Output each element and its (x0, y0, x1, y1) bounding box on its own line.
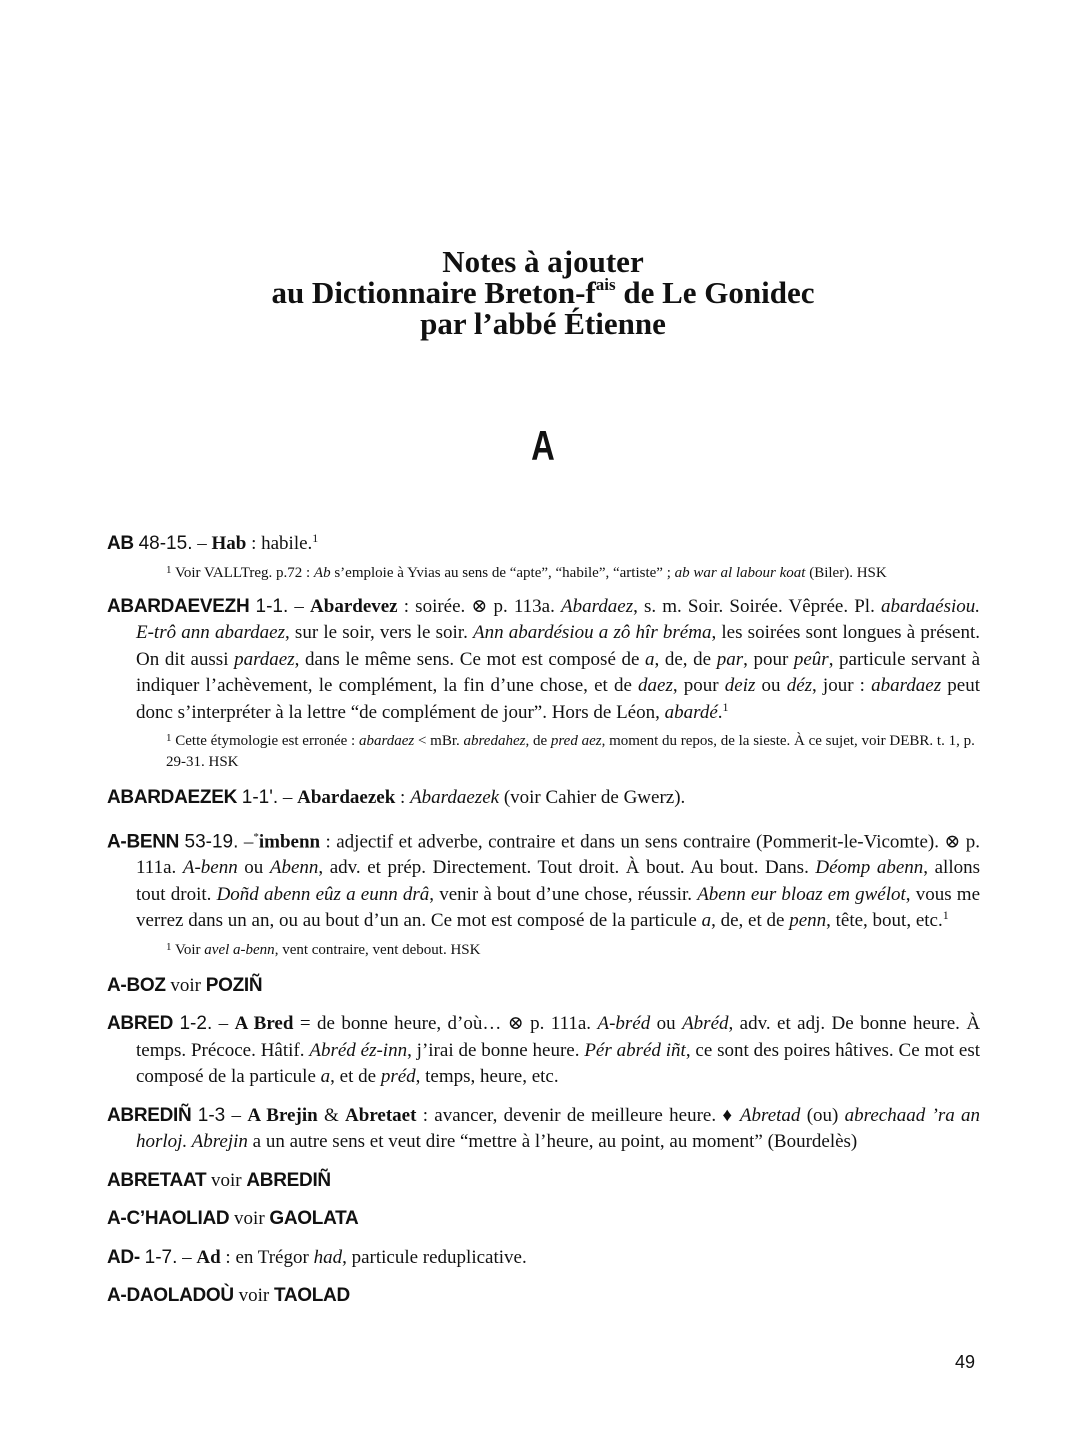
italic-text: pardaez (234, 648, 295, 670)
italic-text: pred aez (550, 733, 602, 749)
page-title (0, 246, 1086, 339)
text: : soirée. ⊗ p. 113a. (397, 595, 561, 617)
entry-abardaevezh (107, 594, 980, 727)
italic-text: abardaez (871, 675, 942, 696)
headword: AB (107, 533, 134, 554)
section-letter: A (531, 422, 555, 469)
text: s’emploie à Yvias au sens de “apte”, “habile”, “artiste” ; (330, 564, 675, 581)
form: Abardevez (310, 595, 398, 617)
dictionary-entries (107, 531, 980, 1322)
italic-text: abrechaad ’ra an horloj. Abrejin (136, 1104, 981, 1153)
title-superscript: ais (595, 275, 616, 294)
italic-text: deiz (724, 675, 756, 696)
footnote-number: 1 (166, 732, 172, 744)
footnote (107, 560, 980, 584)
text: , jour : (812, 675, 872, 696)
entry-abardaezek (107, 785, 980, 812)
footnote (107, 937, 980, 961)
form: Ad (196, 1246, 221, 1268)
italic-text: abardé (664, 701, 718, 723)
text: , tête, bout, etc. (826, 910, 943, 932)
text: , pour (743, 648, 794, 670)
text: ou (237, 857, 270, 879)
reference: 1-1'. (241, 787, 279, 808)
footnote-marker: 1 (312, 531, 319, 545)
italic-text: par (716, 648, 744, 670)
text: < mBr. (414, 733, 464, 749)
text: . (717, 701, 723, 723)
entry-ab (107, 531, 980, 558)
text: , j’irai de bonne heure. (407, 1039, 585, 1061)
italic-text: préd (380, 1066, 416, 1088)
dash: – (288, 595, 311, 617)
headword: A-BOZ (107, 974, 166, 996)
italic-text: abardaésiou. E-trô ann abardaez (136, 595, 981, 643)
text: : en Trégor (220, 1246, 314, 1268)
reference: 1-2. (179, 1013, 213, 1035)
text: , particule servant à indiquer l’achèvement, le complément, la fin d’une chose, et de (136, 648, 981, 696)
text: Voir (171, 941, 205, 958)
text: , ce sont des poires hâtives. Ce mot est composé de la particule (136, 1039, 980, 1088)
form: A Bred (234, 1013, 294, 1035)
text: : (395, 787, 411, 808)
italic-text: a (701, 910, 712, 932)
text: Cette étymologie est erronée : (171, 733, 359, 749)
italic-text: Abretad (739, 1104, 801, 1126)
voir-label: voir (206, 1169, 247, 1191)
entry-ad (107, 1245, 980, 1272)
cross-reference: GAOLATA (269, 1208, 359, 1230)
reference: 1-7. (144, 1246, 178, 1268)
text: , venir à bout d’une chose, réussir. (429, 883, 698, 905)
italic-text: Abenn (269, 857, 319, 879)
dash: – (238, 830, 254, 852)
text: , de, de (654, 648, 717, 670)
text: , adv. et adj. De bonne heure. À temps. Précoce. Hâtif. (136, 1013, 981, 1061)
cross-reference: ABREDIÑ (246, 1169, 331, 1191)
italic-text: penn (789, 910, 827, 932)
title-line-1: Notes à ajouter (442, 244, 644, 279)
footnote-marker: 1 (942, 908, 949, 923)
text: , et de (330, 1066, 381, 1088)
voir-label: voir (165, 974, 206, 996)
text: , adv. et prép. Directement. Tout droit. À bout. Au bout. Dans. (318, 857, 816, 879)
text: , sur le soir, vers le soir. (285, 622, 474, 643)
italic-text: Abardaezek (410, 787, 500, 808)
form: A Brejin (247, 1104, 318, 1126)
text: , vous me verrez dans un an, ou au bout d’un an. Ce mot est composé de la particule (136, 883, 980, 932)
entry-abretaat (107, 1168, 980, 1195)
italic-text: Abardaez (560, 595, 634, 617)
title-line-2 (0, 277, 1086, 308)
text: ou (755, 675, 787, 696)
text: peut donc s’interpréter à la lettre “de complément de jour”. Hors de Léon, (136, 675, 981, 723)
text: , moment du repos, de la sieste. À ce sujet, voir DEBR. t. 1, p. 29-31. HSK (166, 733, 975, 770)
reference: 1-3 (197, 1104, 226, 1126)
text: (voir Cahier de Gwerz). (499, 787, 686, 808)
dash: – (278, 787, 298, 808)
voir-label: voir (233, 1285, 274, 1307)
asterisk: * (253, 830, 259, 843)
headword: ABRED (107, 1013, 174, 1035)
text: = de bonne heure, d’où… ⊗ p. 111a. (293, 1013, 598, 1035)
italic-text: déz (786, 675, 813, 696)
text: (Biler). HSK (805, 564, 887, 581)
text: , s. m. Soir. Soirée. Vêprée. Pl. (633, 595, 881, 617)
reference: 48-15. (138, 533, 193, 554)
italic-text: Ab (313, 564, 331, 581)
text: , pour (672, 675, 725, 696)
italic-text: abardaez (358, 733, 415, 749)
title-line-3: par l’abbé Étienne (420, 306, 666, 341)
form: imbenn (258, 830, 321, 852)
cross-reference: POZIÑ (205, 974, 263, 996)
title-line-2-end: de Le Gonidec (615, 275, 815, 310)
entry-a-chaoliad (107, 1206, 980, 1233)
italic-text: Doñd abenn eûz a eunn drâ (216, 883, 430, 905)
dash: – (225, 1104, 248, 1126)
italic-text: had (313, 1246, 343, 1268)
italic-text: ab war al labour koat (674, 564, 806, 581)
headword: ABRETAAT (107, 1169, 207, 1191)
form: Abardaezek (297, 787, 396, 808)
italic-text: a (645, 648, 655, 670)
text: , vent contraire, vent debout. HSK (274, 941, 481, 958)
dash: – (177, 1246, 197, 1268)
italic-text: peûr (793, 648, 829, 670)
text: , dans le même sens. Ce mot est composé de (294, 648, 646, 670)
form: Hab (211, 533, 247, 554)
footnote-number: 1 (166, 563, 172, 576)
italic-text: Abréd éz-inn (309, 1039, 408, 1061)
dash: – (192, 533, 212, 554)
text: a un autre sens et veut dire “mettre à l’heure, au point, au moment” (Bourdelès) (247, 1131, 858, 1153)
reference: 1-1. (255, 595, 289, 617)
footnote-number: 1 (166, 940, 172, 953)
headword: A-C’HAOLIAD (107, 1208, 230, 1230)
italic-text: Déomp abenn (815, 857, 924, 879)
italic-text: A-bréd (597, 1013, 651, 1035)
italic-text: Ann abardésiou a zô hîr bréma (473, 622, 712, 643)
italic-text: Abenn eur bloaz em gwélot (697, 883, 906, 905)
headword: ABARDAEZEK (107, 787, 238, 808)
text: : avancer, devenir de meilleure heure. ♦ (416, 1104, 740, 1126)
italic-text: a (320, 1066, 331, 1088)
italic-text: Abréd (682, 1013, 729, 1035)
ampersand: & (317, 1104, 346, 1126)
italic-text: Pér abréd iñt (584, 1039, 686, 1061)
page-number: 49 (955, 1352, 976, 1372)
text: : adjectif et adverbe, contraire et dans un sens contraire (Pommerit-le-Vicomte). ⊗ p. 111a. (136, 830, 981, 879)
text: , les soirées sont longues à présent. On dit aussi (136, 622, 980, 670)
text: , de, et de (711, 910, 790, 932)
title-line-2-start: au Dictionnaire Breton-f (271, 275, 596, 310)
italic-text: abredahez (463, 733, 526, 749)
dash: – (212, 1013, 235, 1035)
headword: AD- (107, 1246, 140, 1268)
entry-abredin (107, 1103, 980, 1156)
headword: ABREDIÑ (107, 1104, 192, 1126)
entry-a-boz (107, 973, 980, 1000)
entry-abred (107, 1011, 980, 1091)
entry-a-daoladou (107, 1283, 980, 1310)
form: Abretaet (345, 1104, 417, 1126)
italic-text: avel a-benn (204, 941, 275, 958)
cross-reference: TAOLAD (273, 1285, 350, 1307)
text: , de (525, 733, 551, 749)
text: , temps, heure, etc. (415, 1066, 559, 1088)
text: , particule reduplicative. (342, 1246, 527, 1268)
headword: ABARDAEVEZH (107, 595, 250, 617)
headword: A-DAOLADOÙ (107, 1285, 234, 1307)
text: ou (650, 1013, 683, 1035)
italic-text: A-benn (182, 857, 238, 879)
entry-a-benn (107, 824, 980, 935)
text: Voir VALLTreg. p.72 : (171, 564, 314, 581)
definition: : habile. (246, 533, 313, 554)
text: , allons tout droit. (136, 857, 981, 905)
voir-label: voir (229, 1208, 270, 1230)
footnote (107, 728, 980, 773)
italic-text: daez (638, 675, 673, 696)
headword: A-BENN (107, 830, 180, 852)
footnote-marker: 1 (722, 699, 729, 714)
text: (ou) (800, 1104, 845, 1126)
reference: 53-19. (184, 830, 239, 852)
